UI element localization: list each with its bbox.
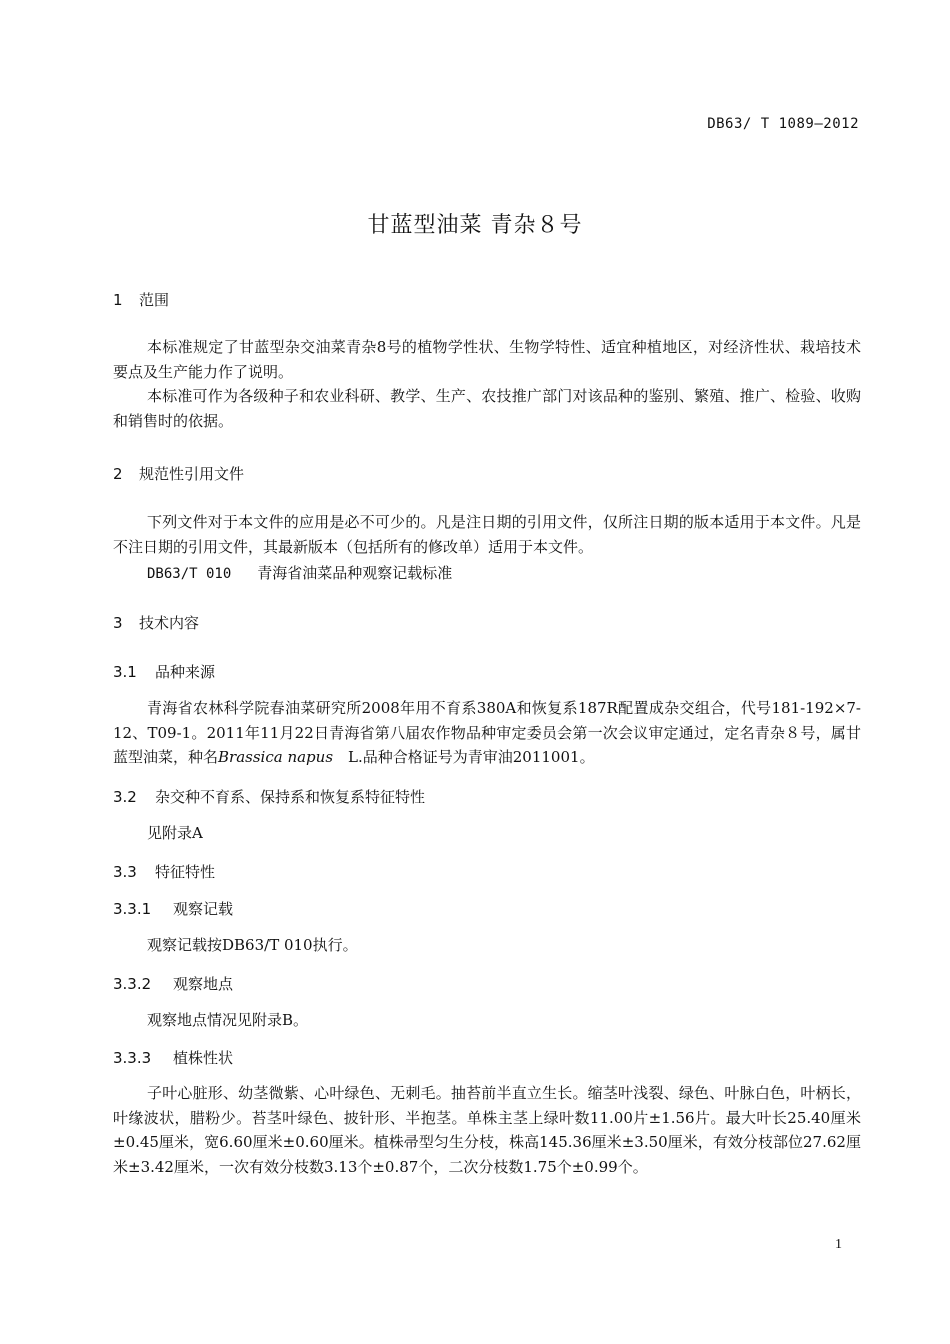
section-number: 3.3.1 xyxy=(113,900,152,918)
section-3-1-heading xyxy=(113,661,215,682)
section-number: 3.3.3 xyxy=(113,1049,152,1067)
section-3-3-2-heading xyxy=(113,973,233,994)
certificate-text: L.品种合格证号为青审油2011001。 xyxy=(333,748,595,766)
section-3-3-3-paragraph: 子叶心脏形、幼茎微紫、心叶绿色、无刺毛。抽苔前半直立生长。缩茎叶浅裂、绿色、叶脉白色，叶柄长，叶缘波状，腊粉少。苔茎叶绿色、披针形、半抱茎。单株主茎上绿叶数11.00片±1.56片。最大叶长25.40厘米±0.45厘米，宽6.60厘米±0.60厘米。植株帚型匀生分枝，株高145.36厘米±3.50厘米，有效分枝部位27.62厘米±3.42厘米，一次有效分枝数3.13个±0.87个，二次分枝数1.75个±0.99个。 xyxy=(113,1084,861,1176)
section-3-2-paragraph: 见附录A xyxy=(147,824,203,842)
standard-code: DB63/ T 1089—2012 xyxy=(707,116,859,132)
section-2-heading xyxy=(113,463,244,484)
section-3-3-1-heading xyxy=(113,898,233,919)
section-title: 品种来源 xyxy=(155,663,216,681)
section-3-3-1-paragraph: 观察记载按DB63/T 010执行。 xyxy=(147,936,358,954)
section-3-3-heading xyxy=(113,861,215,882)
reference-code: DB63/T 010 xyxy=(147,566,232,582)
section-number: 3.3 xyxy=(113,863,137,881)
section-title: 技术内容 xyxy=(139,614,200,632)
section-3-heading xyxy=(113,612,199,633)
section-3-3-2-paragraph: 观察地点情况见附录B。 xyxy=(147,1011,309,1029)
section-title: 植株性状 xyxy=(173,1049,234,1067)
page-number: 1 xyxy=(835,1237,842,1252)
species-name: Brassica napus xyxy=(218,748,334,766)
section-title: 观察记载 xyxy=(173,900,234,918)
section-3-2-heading xyxy=(113,786,425,807)
section-1-paragraph-1: 本标准规定了甘蓝型杂交油菜青杂8号的植物学性状、生物学特性、适宜种植地区，对经济性状、栽培技术要点及生产能力作了说明。 xyxy=(113,338,861,381)
section-number: 3.2 xyxy=(113,788,137,806)
section-title: 特征特性 xyxy=(155,863,216,881)
section-title: 规范性引用文件 xyxy=(139,465,245,483)
section-3-1-paragraph xyxy=(113,696,861,770)
section-number: 3.1 xyxy=(113,663,137,681)
section-number: 3 xyxy=(113,614,123,632)
section-3-3-3-heading xyxy=(113,1047,233,1068)
section-number: 1 xyxy=(113,291,123,309)
reference-title: 青海省油菜品种观察记载标准 xyxy=(257,564,453,582)
document-title: 甘蓝型油菜 青杂８号 xyxy=(367,213,583,238)
section-number: 3.3.2 xyxy=(113,975,152,993)
section-2-paragraph-1: 下列文件对于本文件的应用是必不可少的。凡是注日期的引用文件，仅所注日期的版本适用于本文件。凡是不注日期的引用文件，其最新版本（包括所有的修改单）适用于本文件。 xyxy=(113,513,861,556)
section-1-heading xyxy=(113,289,169,310)
normative-reference xyxy=(147,562,452,583)
section-title: 观察地点 xyxy=(173,975,234,993)
section-number: 2 xyxy=(113,465,123,483)
section-title: 范围 xyxy=(139,291,170,309)
section-title: 杂交种不育系、保持系和恢复系特征特性 xyxy=(155,788,426,806)
variety-origin-text: 青海省农林科学院春油菜研究所2008年用不育系380A和恢复系187R配置成杂交组合，代号181-192×7-12、T09-1。2011年11月22日青海省第八届农作物品种审定委员会第一次会议审定通过，定名青杂８号，属甘蓝型油菜，种名 xyxy=(113,699,861,766)
section-1-paragraph-2: 本标准可作为各级种子和农业科研、教学、生产、农技推广部门对该品种的鉴别、繁殖、推广、检验、收购和销售时的依据。 xyxy=(113,387,861,430)
